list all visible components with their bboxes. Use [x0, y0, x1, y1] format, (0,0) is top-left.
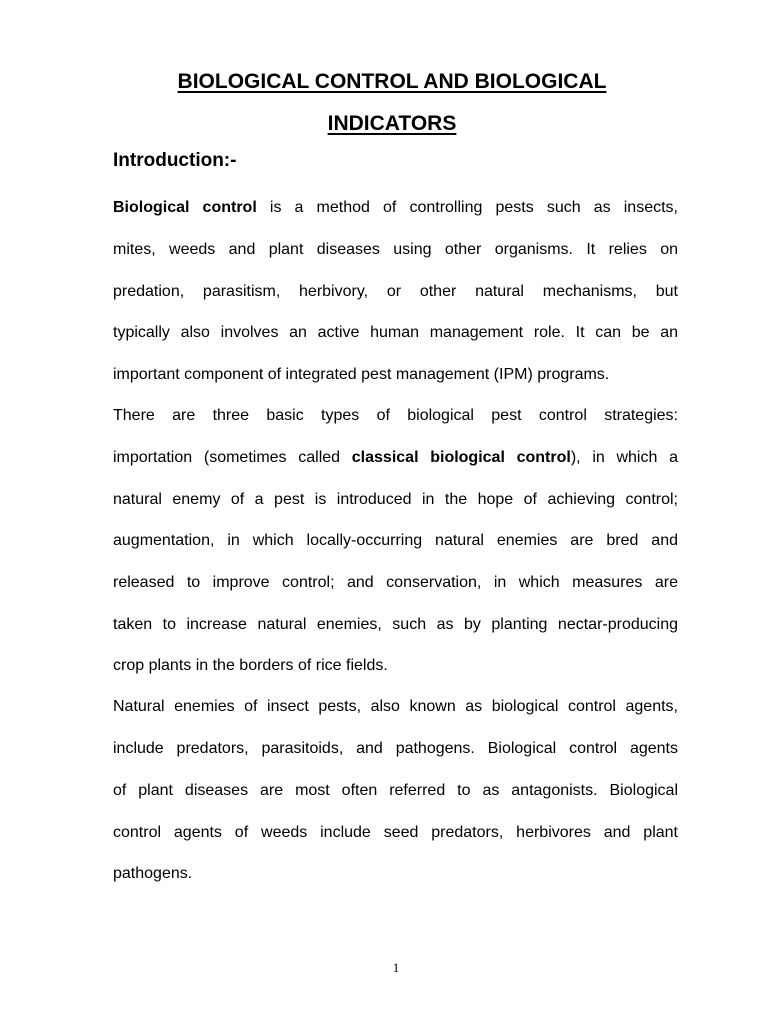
paragraph-3-line-2: include predators, parasitoids, and pathogens. Biological control agents — [113, 740, 678, 757]
paragraph-2-line-7: crop plants in the borders of rice fields. — [113, 657, 388, 674]
paragraph-2-line-4: augmentation, in which locally-occurring natural enemies are bred and — [113, 532, 678, 549]
bold-term-classical-biological-control: classical biological control — [351, 449, 571, 466]
paragraph-1-line-1 — [113, 198, 678, 218]
document-title-line-2: INDICATORS — [327, 112, 457, 135]
page-number: 1 — [392, 960, 400, 975]
paragraph-2-line-1: There are three basic types of biological pest control strategies: — [113, 407, 678, 424]
paragraph-1-line-4: typically also involves an active human management role. It can be an — [113, 324, 678, 341]
document-title-line-1: BIOLOGICAL CONTROL AND BIOLOGICAL — [177, 70, 607, 93]
paragraph-3-line-1: Natural enemies of insect pests, also known as biological control agents, — [113, 698, 678, 715]
paragraph-3-line-3: of plant diseases are most often referred to as antagonists. Biological — [113, 782, 678, 799]
paragraph-2-line-5: released to improve control; and conservation, in which measures are — [113, 574, 678, 591]
paragraph-3-line-4: control agents of weeds include seed predators, herbivores and plant — [113, 824, 678, 841]
section-heading-introduction: Introduction:- — [113, 150, 237, 171]
paragraph-2-line-2-text-a: importation (sometimes called — [113, 449, 352, 466]
paragraph-2-line-6: taken to increase natural enemies, such as by planting nectar-producing — [113, 616, 678, 633]
paragraph-1-line-3: predation, parasitism, herbivory, or other natural mechanisms, but — [113, 283, 678, 300]
paragraph-2-line-2 — [113, 448, 678, 468]
paragraph-1-line-2: mites, weeds and plant diseases using other organisms. It relies on — [113, 241, 678, 258]
paragraph-2-line-3: natural enemy of a pest is introduced in the hope of achieving control; — [113, 491, 678, 508]
paragraph-2-line-2-text-b: ), in which a — [570, 449, 678, 466]
paragraph-3-line-5: pathogens. — [113, 865, 193, 882]
paragraph-1-line-5: important component of integrated pest management (IPM) programs. — [113, 366, 610, 383]
bold-term-biological-control: Biological control — [113, 199, 257, 216]
paragraph-1-line-1-text: is a method of controlling pests such as insects, — [256, 199, 678, 216]
